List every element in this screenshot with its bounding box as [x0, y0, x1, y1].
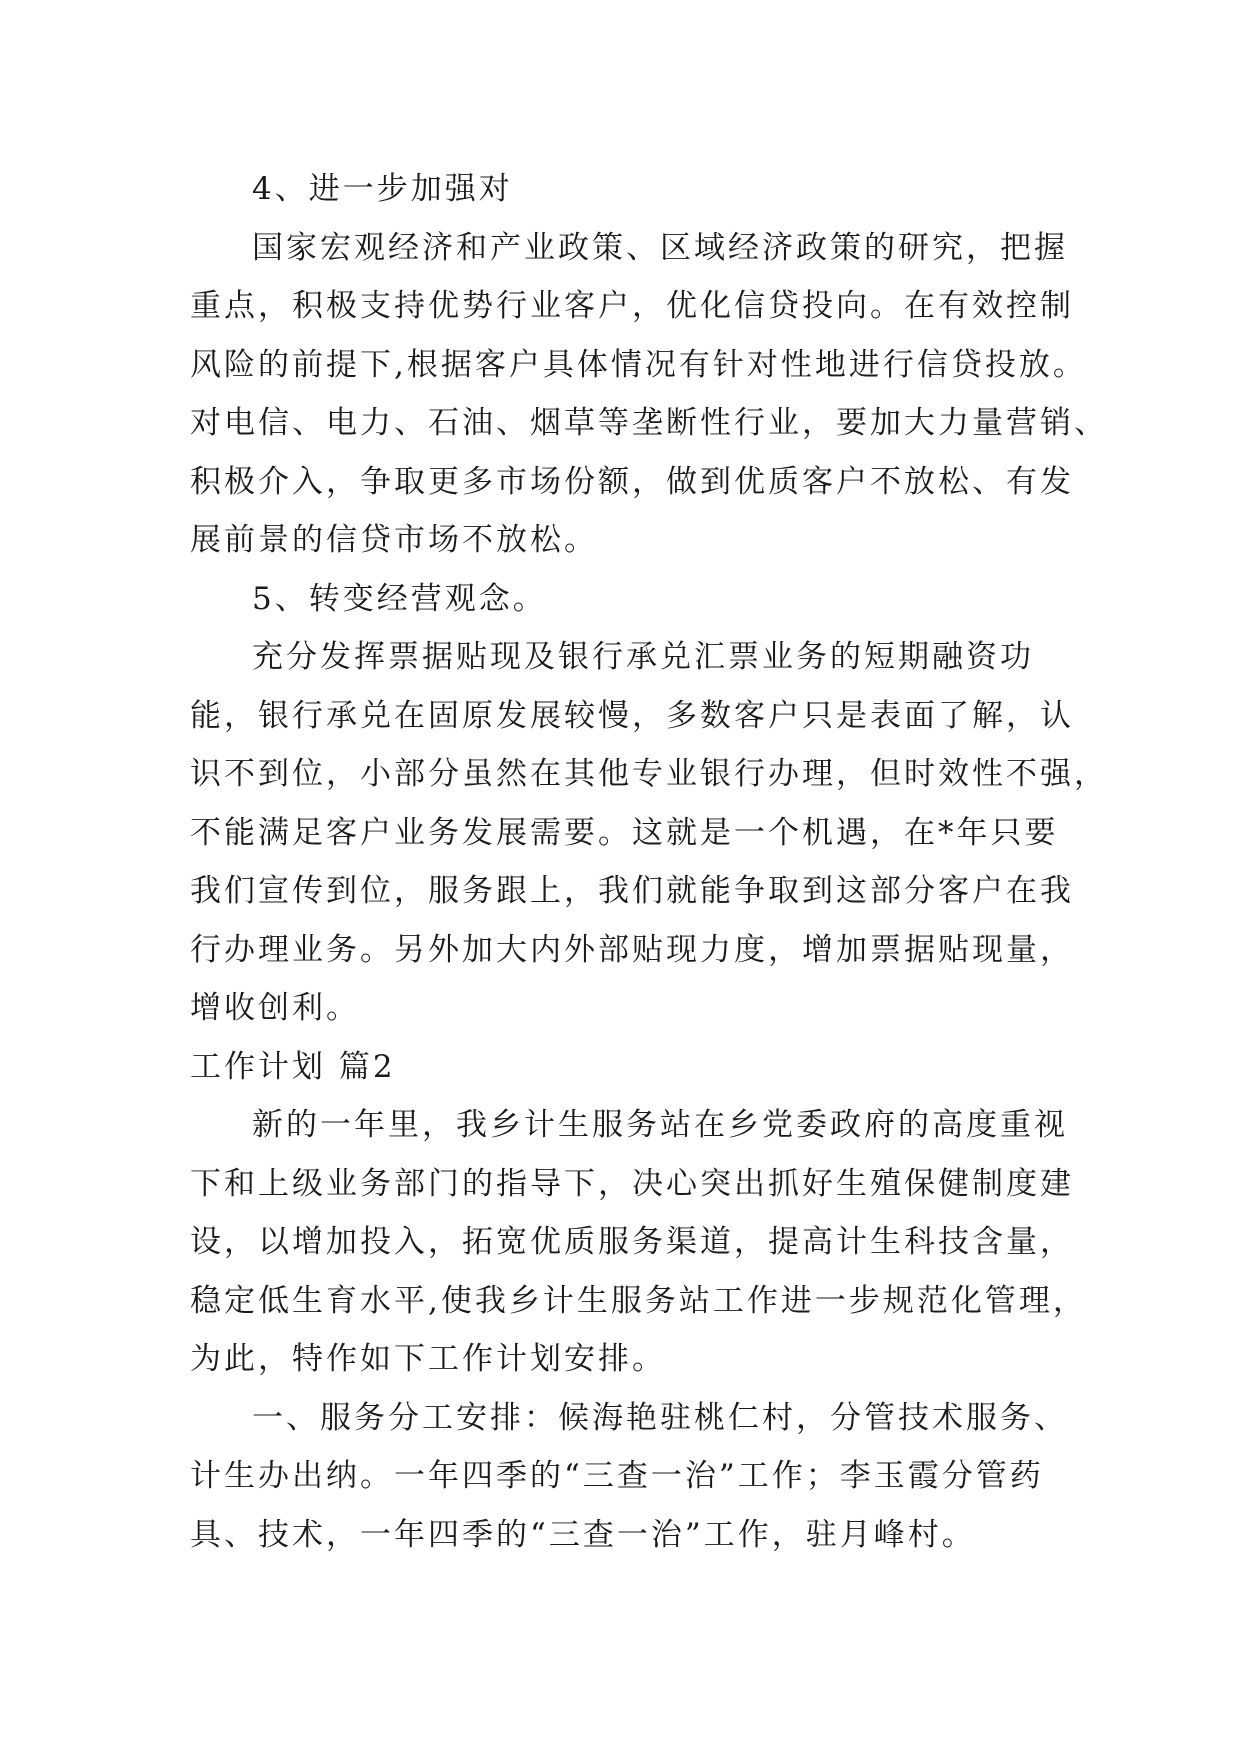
paragraph-service-division	[190, 1389, 1068, 1565]
document-page	[190, 160, 1108, 1564]
text-line: 风险的前提下,根据客户具体情况有针对性地进行信贷投放。	[190, 346, 1087, 383]
text-line: 5、转变经营观念。	[252, 580, 547, 617]
text-line: 充分发挥票据贴现及银行承兑汇票业务的短期融资功	[252, 639, 1034, 675]
text-line: 我们宣传到位，服务跟上，我们就能争取到这部分客户在我	[190, 873, 1074, 909]
paragraph-macro-policy	[190, 219, 1108, 570]
text-line: 不能满足客户业务发展需要。这就是一个机遇，在*年只要	[190, 814, 1059, 851]
section-title-work-plan-2	[190, 1038, 1060, 1097]
item-5-heading	[190, 570, 1060, 629]
text-line: 稳定低生育水平,使我乡计生服务站工作进一步规范化管理，	[190, 1282, 1087, 1319]
text-line: 4、进一步加强对	[252, 171, 513, 207]
text-line: 展前景的信贷市场不放松。	[190, 522, 598, 558]
text-line: 为此，特作如下工作计划安排。	[190, 1341, 666, 1377]
text-line: 工作计划 篇2	[190, 1048, 396, 1085]
text-line: 识不到位，小部分虽然在其他专业银行办理，但时效性不强，	[190, 756, 1108, 792]
text-line: 积极介入，争取更多市场份额，做到优质客户不放松、有发	[190, 463, 1074, 500]
text-line: 增收创利。	[190, 990, 360, 1026]
paragraph-family-planning-intro	[190, 1096, 1087, 1389]
text-line: 能，银行承兑在固原发展较慢，多数客户只是表面了解，认	[190, 697, 1074, 734]
text-line: 行办理业务。另外加大内外部贴现力度，增加票据贴现量，	[190, 931, 1074, 968]
text-line: 计生办出纳。一年四季的“三查一治”工作；李玉霞分管药	[190, 1458, 1044, 1494]
text-line: 新的一年里，我乡计生服务站在乡党委政府的高度重视	[252, 1107, 1068, 1143]
paragraph-bill-discount	[190, 628, 1108, 1038]
text-line: 国家宏观经济和产业政策、区域经济政策的研究，把握	[252, 229, 1068, 266]
text-line: 具、技术，一年四季的“三查一治”工作，驻月峰村。	[190, 1516, 976, 1553]
text-line: 重点，积极支持优势行业客户，优化信贷投向。在有效控制	[190, 288, 1074, 324]
text-line: 一、服务分工安排：候海艳驻桃仁村，分管技术服务、	[252, 1399, 1068, 1436]
text-line: 设，以增加投入，拓宽优质服务渠道，提高计生科技含量，	[190, 1224, 1074, 1260]
item-4-heading	[190, 160, 1060, 219]
text-line: 对电信、电力、石油、烟草等垄断性行业，要加大力量营销、	[190, 405, 1108, 441]
text-line: 下和上级业务部门的指导下，决心突出抓好生殖保健制度建	[190, 1165, 1074, 1202]
